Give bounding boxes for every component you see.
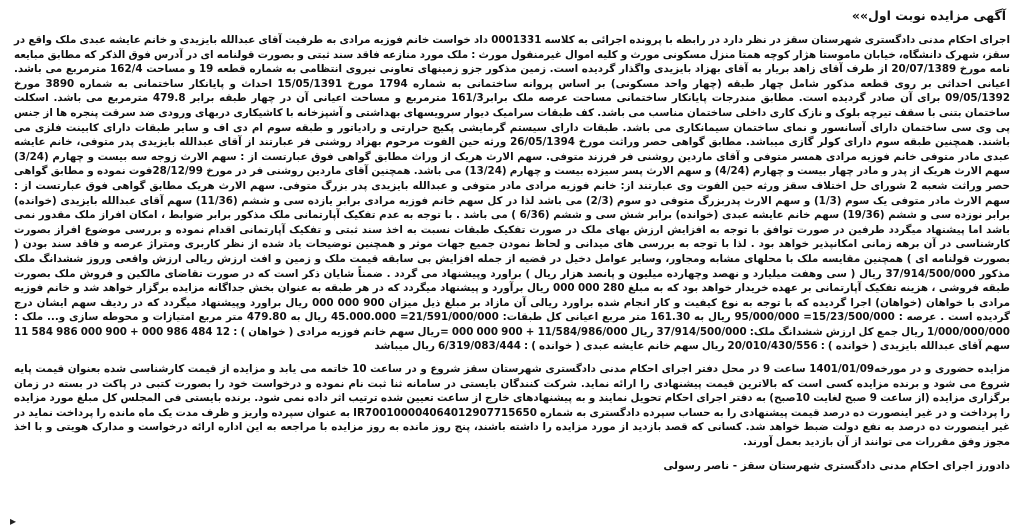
auction-terms-paragraph: مزایده حضوری و در مورخه1401/01/09 ساعت 9 در محل دفتر اجرای احکام مدنی دادگستری شهرستان سقز شروع و در ساعت 10 خاتمه می یابد و مزایده از قیمت کارشناسی شده بعنوان قیمت پایه شروع می شود و برنده مزایده کسی است که بالاترین قیمت پیشنهادی را ارائه نماید. شرکت کنندگان بایستی در سامانه ثنا ثبت نام نموده و درخواست خود را بصورت کتبی در پاکت در بسته در زمان برگزاری مزایده (از ساعت 9 صبح لغایت 10صبح) به دفتر اجرای احکام تحویل نمایند و به پیشنهادهای خارج از ساعت تعیین شده ترتیب اثر داده نمی شود. برنده بایستی فی المجلس کل مبلغ مورد مزایده را پرداخت و در غیر اینصورت ده درصد قیمت پیشنهادی را به حساب سپرده دادگستری به شماره IR700100004064012907715650 به عنوان سپرده واریز و ظرف مدت یک ماه مانده را پرداخت نماید در غیر اینصورت ده درصد به نفع دولت ضبط خواهد شد. کسانی که قصد بازدید از مورد مزایده را داشته باشند، پنج روز مانده به روز مزایده با مراجعه به این اداره ارائه درخواست و مدارک هویتی و با اخذ مجوز وفق مقررات می توانند از آن بازدید بعمل آورند.	[14, 363, 1010, 449]
notice-signature: دادورز اجرای احکام مدنی دادگستری شهرستان سقز - ناصر رسولی	[663, 459, 1010, 472]
scroll-arrow-icon[interactable]: ▸	[9, 514, 16, 528]
paragraph-gap	[14, 354, 1010, 362]
notice-title: آگهی مزایده نوبت اول»»	[851, 8, 1006, 23]
notice-body-paragraph: اجرای احکام مدنی دادگستری شهرستان سقز در نظر دارد در رابطه با پرونده اجرائی به کلاسه 0001331 داد خواست خانم فوزیه مرادی به طرفیت آقای عبدالله بایزیدی و خانم عایشه عبدی ملک واقع در سقز، شهرک دانشگاه، خیابان ماموستا هژار کوچه همتا منزل مسکونی مورث و کلیه اموال غیرمنقول مورث : ملک مورد منازعه فاقد سند ثبتی و بصورت قولنامه ای در آدرس فوق الذکر که مطابق مبایعه نامه مورخ 20/07/1389 از طرف آقای زاهد بریار به آقای بهزاد بایزیدی واگذار گردیده است. زمین مذکور جزو زمینهای تعاونی نیروی انتظامی به شماره قطعه 19 و مساحت 162/4 مترمربع می باشد. اعیانی احداثی بر روی قطعه مذکور شامل چهار طبقه (چهار واحد مسکونی) بر اساس پروانه ساختمانی به شماره 1794 مورخ 15/05/1391 احداث و پایانکار ساختمانی به شماره 3890 مورخ 09/05/1392 برای آن صادر گردیده است. مطابق مندرجات پایانکار ساختمانی مساحت عرصه ملک برابر161/3 مترمربع و مساحت اعیانی آن در چهار طبقه برابر 479.8 مترمربع می باشد. اسکلت ساختمان بتنی با سقف تیرچه بلوک و نازک کاری داخلی ساختمان مناسب می باشد. کف طبقات سرامیک دیوار سرویسهای بهداشتی و آشپزخانه با کاشیکاری دربهای ورودی ضد سرقت پنجره ها از جنس پی وی سی ساختمان دارای آسانسور و نمای ساختمان سیمانکاری می باشد. طبقات دارای سیستم گرمایشی پکیج حرارتی و رادیاتور و طبقه سوم ام دی اف و سایر طبقات دارای کابینت فلزی می باشند. همچنین طبقه سوم دارای کولر گازی میباشد. مطابق گواهی حصر وراثت مورخ 26/05/1394 ورثه حین الفوت مرحوم بهزاد روشنی فر عبارتند از آقای عبدالله بایزیدی پدر متوفی، خانم عایشه عبدی مادر متوفی خانم فوزیه مرادی همسر متوفی و آقای ماردین روشنی فر فرزند متوفی. سهم الارث هریک از وراث مطابق گواهی فوق عبارتست از : سهم الارث زوجه سه بیست و چهارم (3/24) سهم الارث هریک از پدر و مادر چهار بیست و چهارم (4/24) و سهم الارث پسر سیزده بیست و چهارم (13/24) می باشد. همچنین آقای ماردین روشنی فر در مورخ 28/12/99فوت نموده و مطابق گواهی حصر وراثت شعبه 2 شورای حل اختلاف سقز ورثه حین الفوت وی عبارتند از: خانم فوزیه مرادی مادر متوفی و عبدالله بایزیدی پدر بزرگ متوفی. سهم الارث هریک مطابق گواهی فوق عبارتست از : سهم الارث مادر متوفی یک سوم (1/3) و سهم الارث پدربزرگ متوفی دو سوم (2/3) می باشد لذا در کل سهم خانم فوزیه مرادی برابر یازده سی و ششم (11/36) سهم آقای عبدالله بایزیدی (خوانده) برابر نوزده سی و ششم (19/36) سهم خانم عایشه عبدی (خوانده) برابر شش سی و ششم (6/36 ) می باشد . با توجه به عدم تفکیک آپارتمانی ملک مذکور برابر ضوابط ، امکان افراز ملک مقدور نمی باشد اما پیشنهاد میگردد طرفین در صورت توافق با توجه به افزایش ارزش بهای ملک در صورت تفکیک طبقات نسبت به اخذ سند ثبتی و تفکیک آپارتمانی اقدام نموده و بررسی موضوع افراز بصورت کارشناسی در آن برهه زمانی امکانپذیر خواهد بود . لذا با توجه به بررسی های میدانی و لحاظ نمودن جمیع جهات موثر و همچنین توضیحات یاد شده از نظر کاربری ومتراژ عرصه و فاقد سند بودن ( بصورت قولنامه ای ) همچنین مقایسه ملک با محلهای مشابه ومجاور، وسایر عوامل دخیل در قضیه از جمله افزایش بی سابقه قیمت ملک و زمین و افت ارزش ریالی ارزش واقعی وروز ششدانگ ملک مذکور 37/914/500/000 ریال ( سی وهفت میلیارد و نهصد وچهارده میلیون و پانصد هزار ریال ) براورد وپیشنهاد می گردد . ضمناً شایان ذکر است که در صورت تقاضای مالکین و فروش ملک بصورت طبقه فروشی ، هزینه تفکیک آپارتمانی بر عهده خریدار خواهد بود که به مبلغ 280 000 000 ریال برآورد و پیشنهاد میگردد که در هر طبقه به عنوان بخش جداگانه مزایده برگزار خواهد شد و خانم فوزیه مرادی با خواهان (خواهان) اجرا گردیده که با توجه به نوع کیفیت و کار انجام شده براورد ریالی آن مازاد بر مبلغ ذیل میزان 900 000 000 ریال براورد وپیشنهاد میگردد که در ردیف سهم ایشان درج گردیده است . عرصه : 15/23/500/000= 95/000/000 ریال به 161.30 متر مربع اعیانی کل طبقات: 21/591/000/000= 45.000.000 ریال به 479.80 متر مربع امتیازات و محوطه سازی و... ملک : 1/000/000/000 ریال جمع کل ارزش ششدانگ ملک: 37/914/500/000 ریال 11/584/986/000 + 900 000 000 =ریال سهم خانم فوزیه مرادی ( خواهان ) : 12 484 986 000 + 900 000 986 584 11 سهم آقای عبدالله بایزیدی ( خوانده ) : 20/010/430/556 ریال سهم خانم عایشه عبدی ( خوانده ) : 6/319/083/444 ریال میباشد	[14, 34, 1011, 353]
